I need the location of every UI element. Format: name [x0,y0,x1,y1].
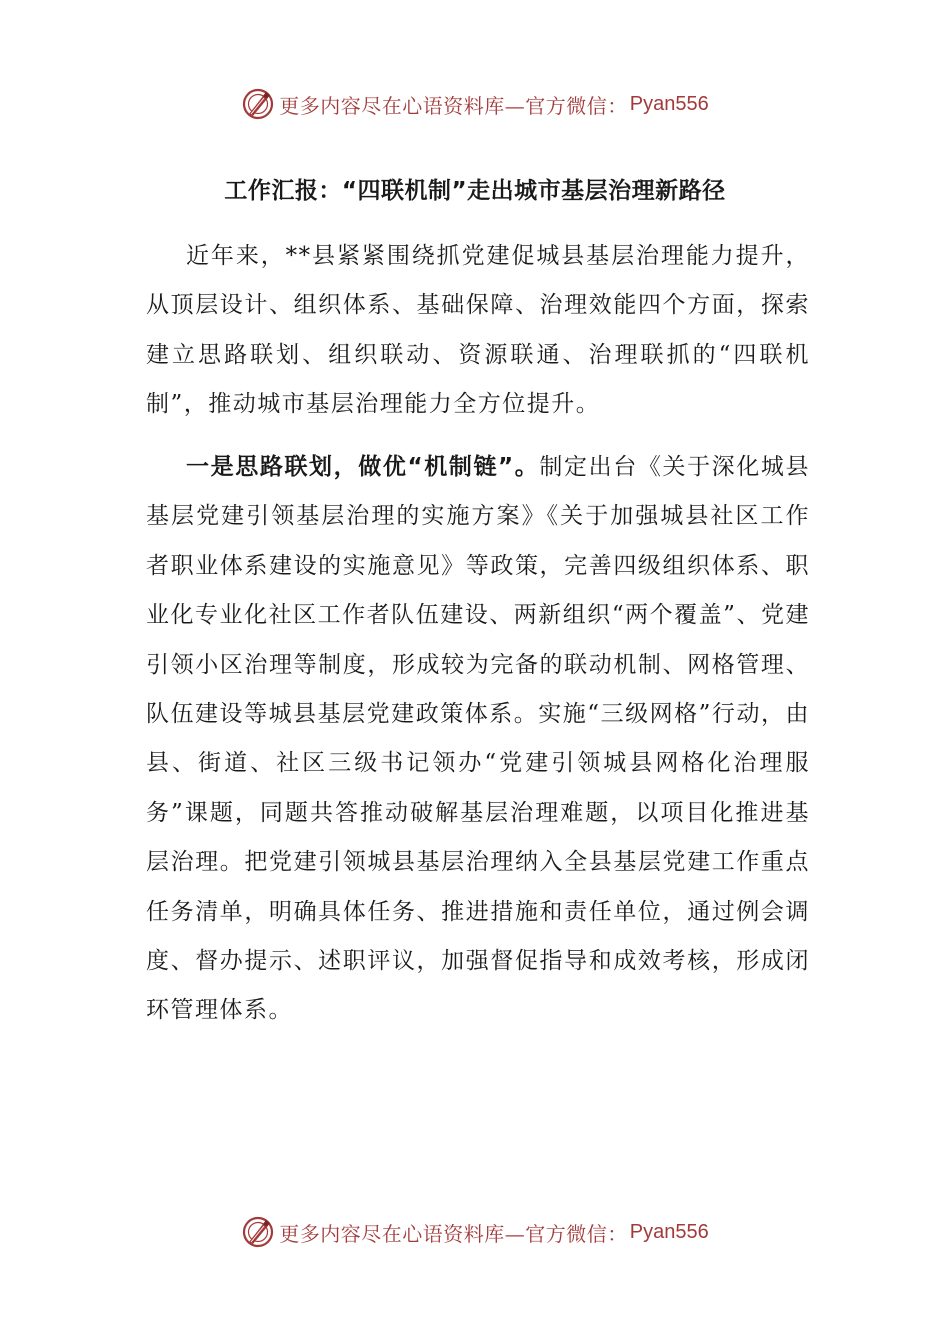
pen-nib-circle-icon [241,87,275,121]
section-one-heading: 一是思路联划，做优“机制链”。 [186,454,540,480]
document-title: 工作汇报：“四联机制”走出城市基层治理新路径 [224,178,726,204]
pen-nib-circle-icon [241,1215,275,1249]
paragraph-intro: 近年来，**县紧紧围绕抓党建促城县基层治理能力提升，从顶层设计、组织体系、基础保障、治理效能四个方面，探索建立思路联划、组织联动、资源联通、治理联抓的“四联机制”，推动城市基层治理能力全方位提升。 [146,243,810,418]
footer-watermark-banner [0,1212,950,1252]
section-one-body: 制定出台《关于深化城县基层党建引领基层治理的实施方案》《关于加强城县社区工作者职业体系建设的实施意见》等政策，完善四级组织体系、职业化专业化社区工作者队伍建设、两新组织“两个覆盖”、党建引领小区治理等制度，形成较为完备的联动机制、网格管理、队伍建设等城县基层党建政策体系。实施“三级网格”行动，由县、街道、社区三级书记领办“党建引领城县网格化治理服务”课题，同题共答推动破解基层治理难题，以项目化推进基层治理。把党建引领城县基层治理纳入全县基层党建工作重点任务清单，明确具体任务、推进措施和责任单位，通过例会调度、督办提示、述职评议，加强督促指导和成效考核，形成闭环管理体系。 [146,454,811,1024]
banner-text: 更多内容尽在心语资料库—官方微信： [279,1221,628,1246]
banner-wechat-id: Pyan556 [629,92,709,115]
banner-wechat-id: Pyan556 [629,1220,709,1243]
paragraph-section-one [146,443,810,1036]
banner-text: 更多内容尽在心语资料库—官方微信： [279,93,628,118]
header-watermark-banner [0,84,950,124]
